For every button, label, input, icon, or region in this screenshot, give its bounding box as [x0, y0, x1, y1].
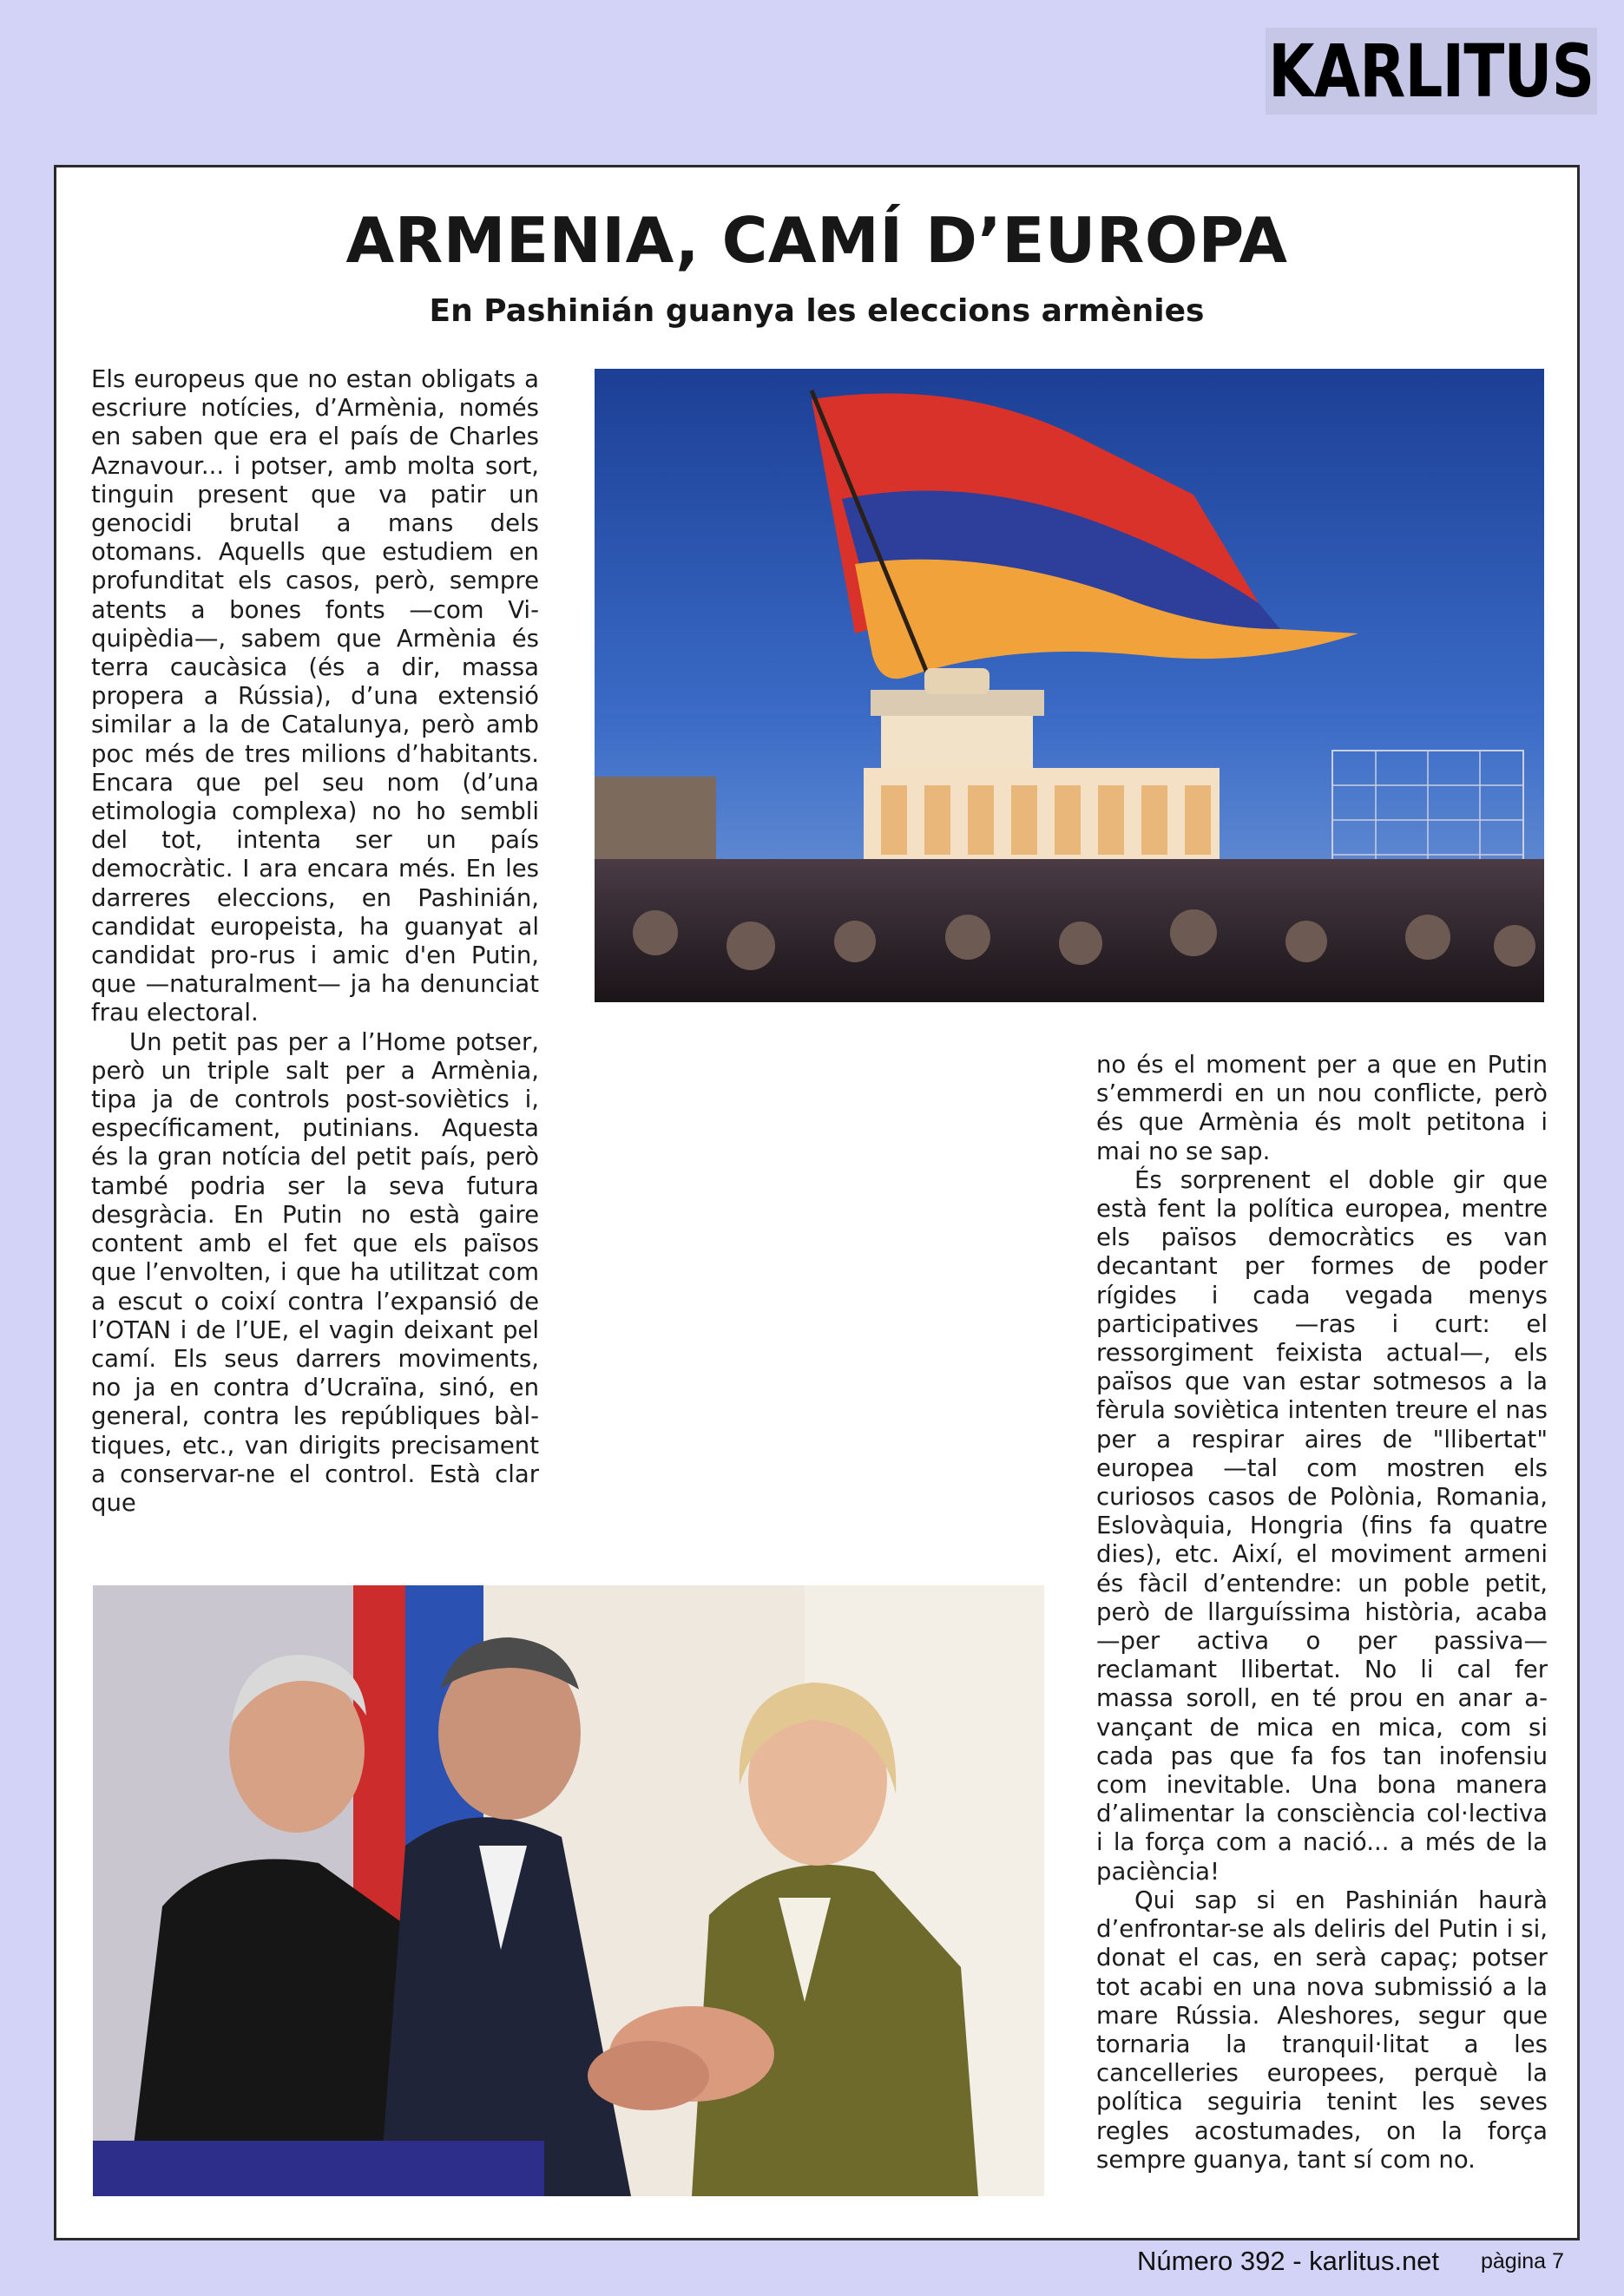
article-column-right [1096, 1051, 1548, 2175]
rally-flag-photo [595, 369, 1544, 1002]
article-frame [54, 165, 1580, 2240]
masthead-logo [1266, 28, 1597, 115]
rally-flag-illustration [595, 369, 1544, 1002]
article-subtitle: En Pashinián guanya les eleccions armènies [429, 293, 1205, 329]
article-title: ARMENIA, CAMÍ D’EUROPA [345, 204, 1288, 277]
paragraph: no és el moment per a que en Putin s’emmerdi en un nou conflicte, però és que Armènia és molt petitona i mai no se sap. [1096, 1051, 1548, 1165]
paragraph: És sorprenent el doble gir que està fent la política europea, mentre els països democràtics es van decantant per formes de poder rígides i cada vegada menys participatives —ras i curt: el ressorgiment feixista actual—, els països que van estar sotmesos a la fèrula soviètica intenten treure el nas per a respirar aires de "llibertat" europea —tal com mostren els curiosos casos de Polònia, Romania, Eslovàquia, Hongria (fins fa quatre dies), etc. Així, el moviment armeni és fàcil d’entendre: un poble petit, però de llarguíssima història, acaba —per activa o per passiva— reclamant llibertat. No li cal fer massa soroll, en té prou en anar avançant de mica en mica, com si cada pas que fa fos tan inofensiu com inevitable. Una bona manera d’alimentar la consciència col·lectiva i la força com a nació... a més de la paciència! [1096, 1165, 1548, 1886]
leaders-handshake-photo [93, 1585, 1044, 2196]
paragraph: Els europeus que no estan obligats a escriure notícies, d’Armènia, només en saben que era el país de Charles Aznavour... i potser, amb molta sort, tinguin present que va patir un genocidi brutal a mans dels otomans. Aquells que estudiem en profunditat els casos, però, sempre atents a bones fonts —com Viquipèdia—, sabem que Armènia és terra caucàsica (és a dir, massa propera a Rússia), d’una extensió similar a la de Catalunya, però amb poc més de tres milions d’habitants. Encara que pel seu nom (d’una etimologia complexa) no ho sembli del tot, intenta ser un país democràtic. I ara encara més. En les darreres eleccions, en Pashinián, candidat europeista, ha guanyat al candidat pro-rus i amic d'en Putin, que —naturalment— ja ha denunciat frau electoral. [91, 365, 539, 1027]
leaders-handshake-illustration [93, 1585, 1044, 2196]
masthead-name: KARLITUS [1268, 29, 1594, 114]
paragraph: Qui sap si en Pashinián haurà d’enfrontar-se als deliris del Putin i si, donat el cas, en serà capaç; potser tot acabi en una nova submissió a la mare Rússia. Aleshores, segur que tornaria la tranquil·litat a les cancelleries europees, perquè la política seguiria tenint les seves regles acostumades, on la força sempre guanya, tant sí com no. [1096, 1886, 1548, 2174]
issue-number: Número 392 - karlitus.net [1137, 2246, 1440, 2276]
article-column-left [91, 365, 539, 1518]
page-number: pàgina 7 [1481, 2249, 1564, 2273]
paragraph: Un petit pas per a l’Home potser, però un triple salt per a Armènia, tipa ja de controls post-soviètics i, específicament, putinians. Aquesta és la gran notícia del petit país, però també podria ser la seva futura desgràcia. En Putin no està gaire content amb el fet que els països que l’envolten, i que ha utilitzat com a escut o coixí contra l’expansió de l’OTAN i de l’UE, el vagin deixant pel camí. Els seus darrers moviments, no ja en contra d’Ucraïna, sinó, en general, contra les repúbliques bàltiques, etc., van dirigits precisament a conservar-ne el control. Està clar que [91, 1027, 539, 1517]
